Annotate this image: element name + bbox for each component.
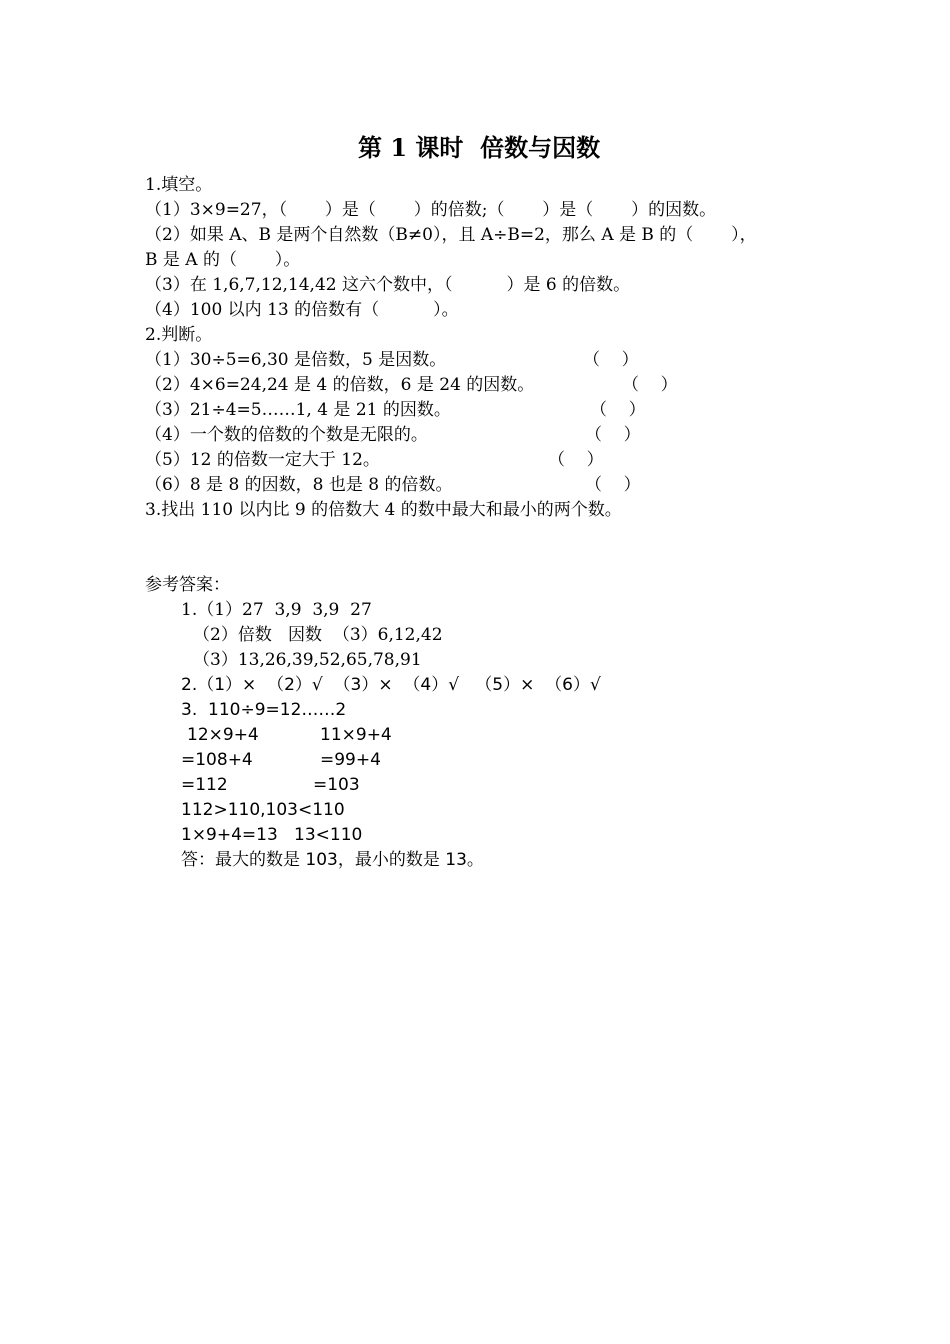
q2-heading: 2.判断。 [145,325,213,345]
page-title: 第 1 课时 倍数与因数 [358,133,601,162]
q1-line-5: （4）100 以内 13 的倍数有（ ）。 [145,300,459,320]
calc-left-1: 12×9+4 [187,725,259,745]
q1-line-3: B 是 A 的（ ）。 [145,250,301,270]
answer-1-line-2: （2）倍数 因数 （3）6,12,42 [193,625,443,645]
calc-left-3: =112 [181,775,228,795]
answer-1-line-3: （3）13,26,39,52,65,78,91 [193,650,422,670]
q2-item-2: （2）4×6=24,24 是 4 的倍数，6 是 24 的因数。 [145,375,535,395]
q2-item-6-mark: （ ） [585,475,641,495]
q1-line-1: （1）3×9=27，（ ）是（ ）的倍数;（ ）是（ ）的因数。 [145,200,717,220]
q2-item-4-mark: （ ） [585,425,641,445]
q1-heading: 1.填空。 [145,175,213,195]
calc-right-2: =99+4 [320,750,381,770]
q2-item-3: （3）21÷4=5……1, 4 是 21 的因数。 [145,400,451,420]
calc-right-3: =103 [313,775,360,795]
answer-2: 2.（1）× （2）√ （3）× （4）√ （5）× （6）√ [181,675,601,695]
answer-compare: 112>110,103<110 [181,800,345,820]
answer-3-division: 3. 110÷9=12……2 [181,700,347,720]
answers-heading: 参考答案： [145,575,230,595]
answer-final: 答：最大的数是 103，最小的数是 13。 [181,850,484,870]
q2-item-1: （1）30÷5=6,30 是倍数，5 是因数。 [145,350,447,370]
q2-item-5: （5）12 的倍数一定大于 12。 [145,450,380,470]
q3-text: 3.找出 110 以内比 9 的倍数大 4 的数中最大和最小的两个数。 [145,500,622,520]
answer-1-line-1: 1.（1）27 3,9 3,9 27 [181,600,372,620]
calc-right-1: 11×9+4 [320,725,392,745]
q2-item-4: （4）一个数的倍数的个数是无限的。 [145,425,428,445]
q2-item-6: （6）8 是 8 的因数，8 也是 8 的倍数。 [145,475,453,495]
answer-check: 1×9+4=13 13<110 [181,825,363,845]
calc-left-2: =108+4 [181,750,253,770]
q1-line-2: （2）如果 A、B 是两个自然数（B≠0），且 A÷B=2，那么 A 是 B 的（ ）， [145,225,757,245]
q2-item-1-mark: （ ） [583,350,639,370]
q2-item-2-mark: （ ） [622,375,678,395]
q1-line-4: （3）在 1,6,7,12,14,42 这六个数中，（ ）是 6 的倍数。 [145,275,631,295]
q2-item-3-mark: （ ） [590,400,646,420]
q2-item-5-mark: （ ） [548,450,604,470]
